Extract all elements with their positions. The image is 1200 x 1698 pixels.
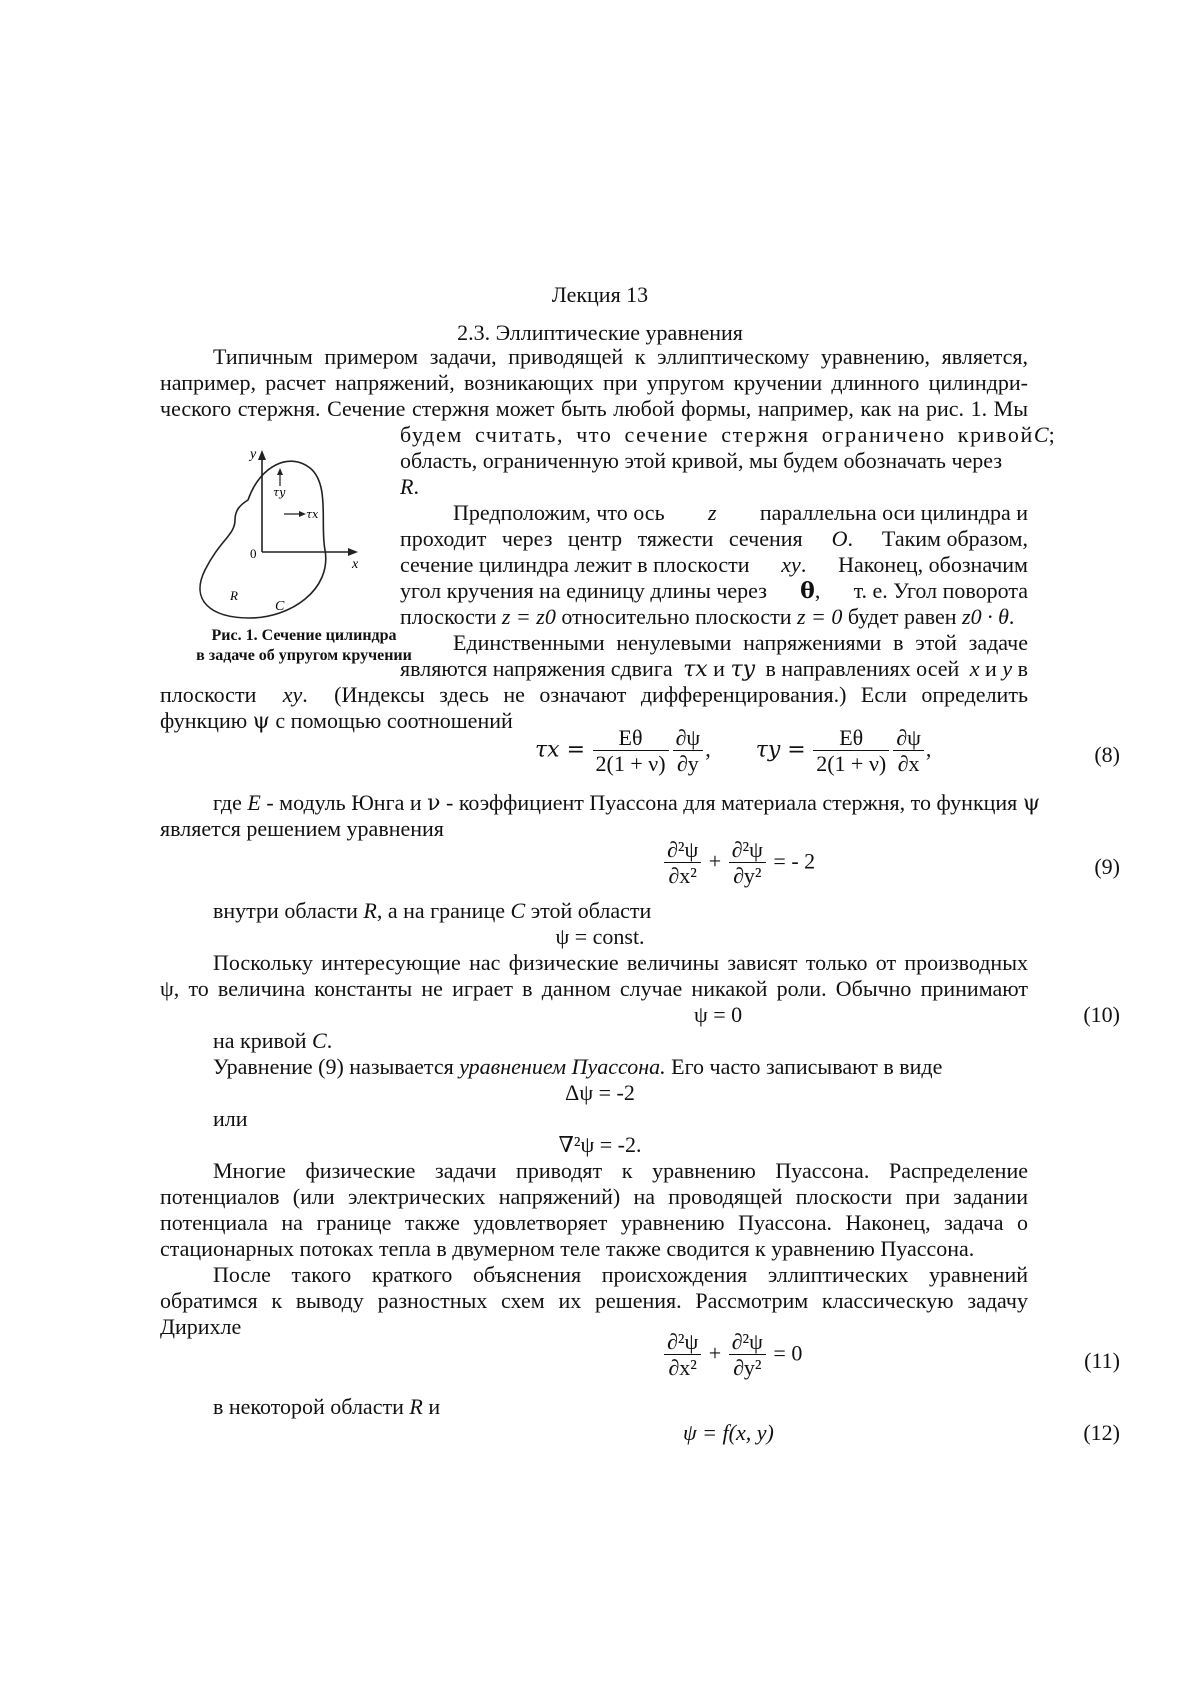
symbol-y: y [1002, 656, 1013, 681]
fig-label-R: R [230, 588, 238, 603]
figure-caption-line1: Рис. 1. Сечение цилиндра [211, 627, 397, 644]
eq-number-8: (8) [1094, 742, 1120, 767]
word-and-1: и [713, 656, 725, 681]
equation-11 [662, 1330, 802, 1381]
y-axis-arrow [258, 450, 266, 460]
fig-label-tau-y: τy [273, 486, 286, 499]
p3-line2a: являются напряжения сдвига [400, 656, 673, 681]
eq8-tau-x: τx = [535, 737, 586, 763]
after8-line2: является решением уравнения [160, 816, 444, 841]
eq11-frac2 [729, 1330, 766, 1381]
p3-line2 [400, 656, 1028, 683]
after8-line1a: где [213, 790, 242, 815]
eq-number-9: (9) [1094, 854, 1120, 879]
p5-line1a: Уравнение (9) называется [213, 1054, 454, 1079]
equation-10: ψ = 0 [694, 1002, 743, 1027]
p2-line4b: т. е. Угол поворота [853, 578, 1028, 603]
eq9-plus: + [708, 848, 722, 874]
p1-line5-text: область, ограниченную этой кривой, мы будем обозначать через [400, 448, 1003, 473]
fig-label-C: C [275, 599, 285, 614]
eq8-frac1 [593, 726, 669, 777]
p3-line2b: в направлениях осей [765, 656, 960, 681]
eq8-frac1-num: Eθ [593, 726, 669, 751]
p2-line5c: будет равен [847, 604, 957, 629]
p7-line2: обратимся к выводу разностных схем их решения. Рассмотрим классическую задачу [160, 1288, 1028, 1313]
symbol-R: R [400, 474, 414, 499]
p2-line5a: плоскости [400, 604, 497, 629]
symbol-nu: ν [427, 791, 441, 816]
eq-z-z0: z = z0 [501, 604, 556, 629]
p2-line3a: сечение цилиндра лежит в плоскости [400, 552, 750, 577]
p2-line4: угол кручения на единицу длины через θ, т. е. Угол поворота [400, 578, 1028, 604]
p3-line3b: (Индексы здесь не означают дифференцирования.) Если определить [334, 682, 1028, 707]
section-curve [200, 461, 326, 618]
word-and-2: и [985, 656, 997, 681]
eq8-frac4-num: ∂ψ [893, 726, 924, 751]
after11-line1 [213, 1394, 440, 1420]
symbol-tau-x: τx [683, 657, 708, 682]
tau-y-arrowhead [277, 468, 283, 475]
p2-line2: проходит через центр тяжести сечения O. Таким образом, [400, 526, 1028, 551]
equation-9 [662, 838, 815, 889]
eq8-frac3 [813, 726, 889, 777]
figure-cross-section [180, 440, 410, 630]
symbol-O: O [831, 526, 848, 551]
eq-number-10: (10) [1083, 1002, 1120, 1027]
p6-line3: потенциала на границе также удовлетворяет уравнению Пуассона. Наконец, задача о [160, 1210, 1028, 1235]
eq8-tau-y: τy = [755, 737, 806, 763]
p1-line3: ческого стержня. Сечение стержня может быть любой формы, например, как на рис. 1. Мы [160, 396, 1028, 421]
eq11-rhs: = 0 [773, 1340, 803, 1366]
fig-label-tau-x: τx [306, 508, 319, 521]
p6-line1: Многие физические задачи приводят к уравнению Пуассона. Распределение [213, 1158, 1028, 1183]
eq8-frac3-num: Eθ [813, 726, 889, 751]
p5-line1c: Его часто записывают в виде [671, 1054, 943, 1079]
p6-line2: потенциалов (или электрических напряжений) на проводящей плоскости при задании [160, 1184, 1028, 1209]
eq9-frac1 [664, 838, 701, 889]
equation-12 [683, 1420, 774, 1446]
eq9-rhs: = - 2 [773, 848, 816, 874]
p4-line2: ψ, то величина константы не играет в данном случае никакой роли. Обычно принимают [160, 976, 1028, 1001]
symbol-xy-2: xy [282, 682, 303, 707]
x-axis-arrow [348, 548, 358, 556]
p2-line1a: Предположим, что ось [453, 500, 665, 525]
p1-line2: например, расчет напряжений, возникающих при упругом кручении длинного цилиндри- [160, 370, 1028, 395]
p5-poisson-term: уравнением Пуассона. [459, 1054, 666, 1079]
eq9-frac1-den: ∂x² [668, 863, 697, 888]
const-equation: ψ = const. [555, 924, 645, 949]
p2-line1b: параллельна оси цилиндра и [759, 500, 1028, 525]
figure-caption-line2: в задаче об упругом кручении [196, 647, 412, 664]
symbol-x: x [969, 656, 980, 681]
p7-line1: После такого краткого объяснения происхождения эллиптических уравнений [213, 1262, 1028, 1287]
symbol-xy: xy [781, 552, 801, 577]
p3-line1: Единственными ненулевыми напряжениями в этой задаче [453, 630, 1028, 655]
eq11-frac2-num: ∂²ψ [729, 1330, 766, 1355]
section-title: 2.3. Эллиптические уравнения [457, 320, 743, 345]
p3-line4 [160, 708, 513, 735]
eq-z-0: z = 0 [797, 604, 843, 629]
equation-8: τx = $\frac{E\theta}{2(1 + \nu)}$ $\frac{\partial\psi}{\partial y}$ , τy = $\frac{E\theta}{2(1 + \nu)}$ $\frac{\partial\psi}{\partial x}$ , [535, 725, 932, 776]
p4-line1: Поскольку интересующие нас физические величины зависят только от производных [213, 950, 1028, 975]
after9-line1b: а на границе [387, 898, 505, 923]
fig-label-x: x [352, 557, 359, 572]
symbol-psi: ψ [252, 709, 270, 734]
eq11-frac1-num: ∂²ψ [664, 1330, 701, 1355]
symbol-tau-y: τy [730, 657, 756, 682]
p1-line1: Типичным примером задачи, приводящей к эллиптическому уравнению, является, [213, 344, 1028, 369]
eq8-frac3-den: 2(1 + ν) [816, 751, 887, 776]
lecture-title: Лекция 13 [551, 282, 649, 307]
eq-z0-theta: z0 · θ [962, 604, 1009, 629]
p3-line3a: плоскости [160, 682, 257, 707]
p2-line5: плоскости z = z0 относительно плоскости z = 0 будет равен z0 · θ. [400, 604, 1015, 629]
eq9-frac2-num: ∂²ψ [729, 838, 766, 863]
p1-line6: R. [400, 474, 419, 499]
symbol-R-3: R [409, 1394, 423, 1419]
word-in: в [1017, 656, 1028, 681]
after8-line1c: - коэффициент Пуассона для материала стержня, то функция [446, 790, 1018, 815]
eq11-frac1 [664, 1330, 701, 1381]
eq12-text: ψ = f(x, y) [683, 1420, 774, 1445]
eq11-frac2-den: ∂y² [733, 1355, 762, 1380]
p1-line5 [400, 448, 1028, 474]
p2-line5b: относительно плоскости [561, 604, 792, 629]
p2-line2b: Таким образом, [881, 526, 1028, 551]
after9-line1c: этой области [530, 898, 652, 923]
after8-line1 [213, 790, 1040, 817]
eq8-frac2-num: ∂ψ [673, 726, 704, 751]
p3-line4b: с помощью соотношений [275, 708, 513, 733]
symbol-z: z [707, 500, 717, 525]
eq-number-11: (11) [1084, 1348, 1120, 1373]
p4-line3: на кривой C. [213, 1028, 333, 1053]
eq11-frac1-den: ∂x² [668, 1355, 697, 1380]
symbol-C-3: C [312, 1028, 327, 1053]
after11-line1b: и [428, 1394, 441, 1419]
p2-line3b: Наконец, обозначим [838, 552, 1028, 577]
symbol-psi-2: ψ [1022, 791, 1041, 816]
p2-line1 [453, 500, 1028, 526]
laplace-equation: Δψ = -2 [565, 1080, 635, 1105]
after11-line1a: в некоторой области [213, 1394, 404, 1419]
eq8-frac2-den: ∂y [676, 751, 699, 776]
fig-label-origin: 0 [250, 546, 257, 561]
symbol-C-2: C [510, 898, 526, 923]
p4-line3-text: на кривой [213, 1028, 307, 1053]
eq-number-12: (12) [1083, 1420, 1120, 1445]
after9-line1: внутри области R, а на границе C этой области [213, 898, 652, 923]
eq9-frac2-den: ∂y² [733, 863, 762, 888]
p5-line1 [213, 1054, 942, 1080]
symbol-R-2: R [363, 898, 377, 923]
eq8-frac1-den: 2(1 + ν) [595, 751, 666, 776]
eq8-frac4 [893, 726, 924, 777]
tau-x-arrowhead [299, 511, 306, 517]
nabla-equation: ∇²ψ = -2. [558, 1132, 642, 1157]
after9-line1a: внутри области [213, 898, 358, 923]
fig-label-y: y [250, 447, 257, 462]
eq11-plus: + [708, 1340, 722, 1366]
p1-line4: будем считать, что сечение стержня ограничено кривой C; [400, 422, 1055, 447]
p1-line4-text: будем считать, что сечение стержня ограничено кривой [400, 422, 1034, 447]
p2-line3: сечение цилиндра лежит в плоскости xy. Наконец, обозначим [400, 552, 1028, 577]
eq8-frac4-den: ∂x [897, 751, 920, 776]
eq9-frac1-num: ∂²ψ [664, 838, 701, 863]
eq8-frac2 [673, 726, 704, 777]
eq9-frac2 [729, 838, 766, 889]
p3-line3: плоскости xy. (Индексы здесь не означают дифференцирования.) Если определить [160, 682, 1028, 707]
p2-line2a: проходит через центр тяжести сечения [400, 526, 803, 551]
symbol-E: E [247, 790, 261, 815]
symbol-theta: θ [800, 578, 815, 604]
p7-line3: Дирихле [160, 1314, 242, 1339]
p2-line4a: угол кручения на единицу длины через [400, 578, 767, 603]
p3-line4a: функцию [160, 708, 248, 733]
symbol-C: C [1033, 422, 1049, 447]
word-or: или [213, 1106, 248, 1131]
p6-line4: стационарных потоках тепла в двумерном теле также сводится к уравнению Пуассона. [160, 1236, 975, 1261]
after8-line1b: - модуль Юнга и [266, 790, 422, 815]
